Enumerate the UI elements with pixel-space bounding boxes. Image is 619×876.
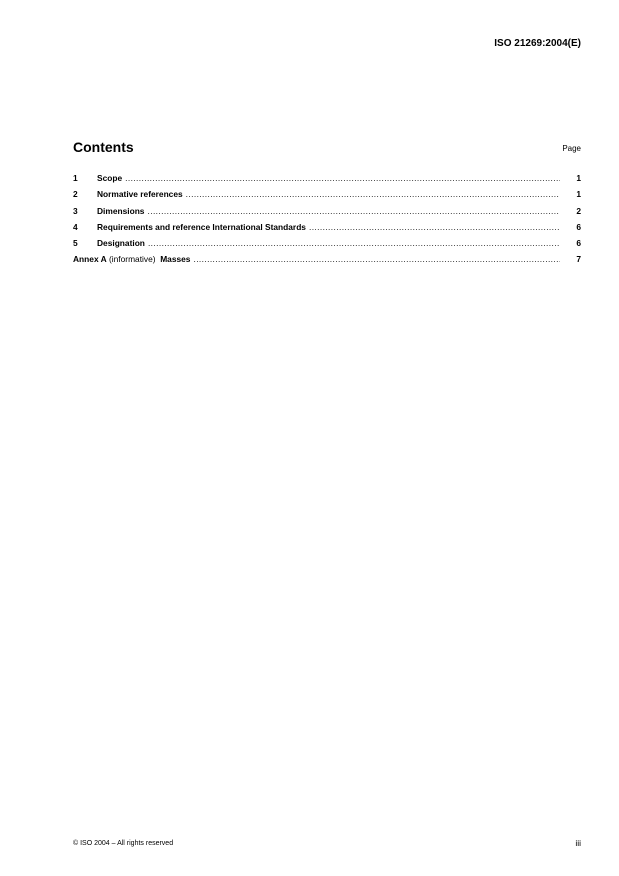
annex-qualifier: (informative): [106, 254, 161, 265]
toc-dot-leader: [125, 173, 560, 183]
toc-entry-page: 2: [576, 205, 581, 216]
footer-page-number: iii: [575, 838, 581, 848]
toc-entry-title: Designation: [97, 238, 145, 249]
toc-entry-title: Scope: [97, 173, 123, 183]
annex-title: Masses: [160, 254, 191, 265]
toc-entry-number: 5: [73, 238, 78, 249]
toc-entry-scope[interactable]: [73, 173, 581, 189]
annex-prefix: Annex A: [73, 254, 107, 265]
table-of-contents: [73, 173, 581, 271]
toc-entry-number: 1: [73, 173, 78, 183]
toc-entry-title: Normative references: [97, 189, 183, 200]
toc-entry-page: 6: [576, 238, 581, 249]
toc-entry-normative-references[interactable]: [73, 189, 581, 205]
toc-entry-page: 1: [576, 189, 581, 200]
toc-entry-title: Dimensions: [97, 205, 145, 216]
toc-dot-leader: [148, 238, 560, 248]
toc-dot-leader: [309, 222, 560, 232]
toc-dot-leader: [186, 189, 560, 199]
toc-entry-dimensions[interactable]: [73, 206, 581, 222]
page-column-label: Page: [562, 144, 581, 153]
toc-entry-title: Requirements and reference International Standards: [97, 221, 306, 232]
contents-heading: Contents: [73, 139, 134, 155]
toc-entry-number: 2: [73, 189, 78, 200]
toc-entry-number: 3: [73, 205, 78, 216]
toc-entry-designation[interactable]: [73, 238, 581, 254]
toc-entry-requirements[interactable]: [73, 222, 581, 238]
toc-entry-page: 1: [576, 173, 581, 183]
toc-entry-page: 6: [576, 221, 581, 232]
toc-dot-leader: [193, 254, 560, 264]
toc-entry-annex-a[interactable]: [73, 254, 581, 270]
toc-entry-number: 4: [73, 221, 78, 232]
toc-dot-leader: [147, 206, 560, 216]
footer-copyright: © ISO 2004 – All rights reserved: [73, 840, 174, 847]
document-id: ISO 21269:2004(E): [494, 38, 581, 49]
toc-entry-page: 7: [576, 254, 581, 265]
